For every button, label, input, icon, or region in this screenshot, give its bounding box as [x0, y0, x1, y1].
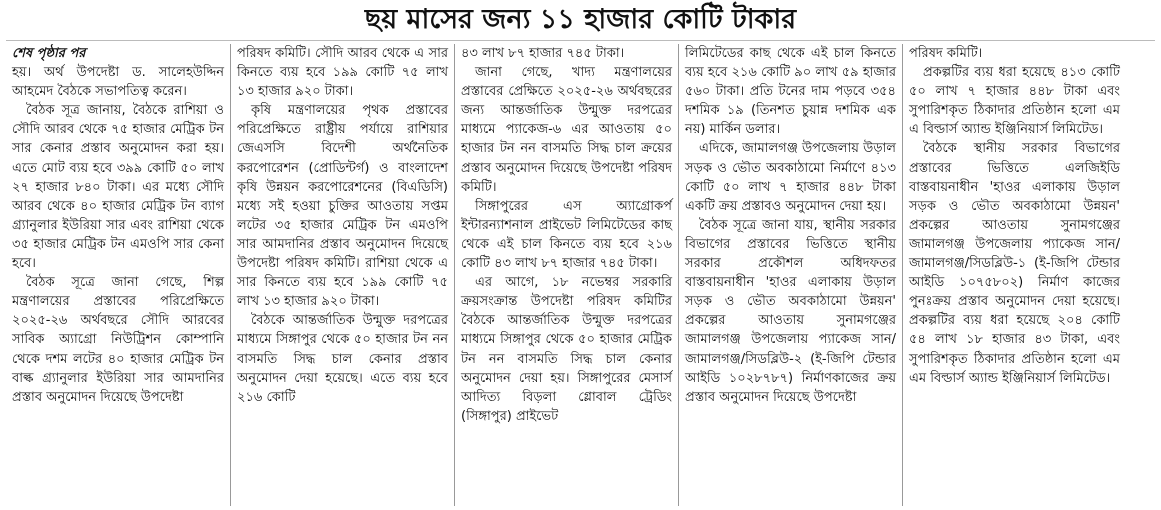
paragraph: লিমিটেডের কাছ থেকে এই চাল কিনতে ব্যয় হবে ২১৬ কোটি ৯০ লাখ ৫৯ হাজার ৫৬০ টাকা। প্রতি টনের দাম পড়বে ৩৫৪ দশমিক ১৯ (তিনশত চুয়ান্ন দশমিক এক নয়) মার্কিন ডলার। [685, 46, 896, 138]
column-5 [902, 44, 1126, 506]
column-4 [678, 44, 902, 506]
paragraph: ৪৩ লাখ ৮৭ হাজার ৭৪৫ টাকা। [461, 46, 625, 61]
continued-from-label: শেষ পৃষ্ঠার পর [12, 46, 86, 61]
paragraph: বৈঠকে স্থানীয় সরকার বিভাগের প্রস্তাবের ভিত্তিতে এলজিইডি বাস্তবায়নাধীন 'হাওর এলাকায় উড়াল সড়ক ও ভৌত অবকাঠামো উন্নয়ন' প্রকল্পের আওতায় সুনামগঞ্জের জামালগঞ্জ উপজেলায় প্যাকেজ সান/জামালগঞ্জ/সিডব্লিউ-১ (ই-জিপি টেন্ডার আইডি ১০৭৫৮০২) নির্মাণ কাজের পুনঃক্রয় প্রস্তাব অনুমোদন দেয়া হয়েছে। প্রকল্পটির ব্যয় ধরা হয়েছে ২০৪ কোটি ৫৪ লাখ ১৮ হাজার ৪৩ টাকা, এবং সুপারিশকৃত ঠিকাদার প্রতিষ্ঠান হলো এম এম বিল্ডার্স অ্যান্ড ইঞ্জিনিয়ার্স লিমিটেড। [909, 141, 1120, 386]
paragraph: হয়। অর্থ উপদেষ্টা ড. সালেহউদ্দিন আহমেদ বৈঠকে সভাপতিত্ব করেন। [12, 65, 224, 100]
paragraph: এদিকে, জামালগঞ্জ উপজেলায় উড়াল সড়ক ও ভৌত অবকাঠামো নির্মাণে ৪১৩ কোটি ৫০ লাখ ৭ হাজার ৪৪৮ টাকা একটি ক্রয় প্রস্তাবও অনুমোদন দেয়া হয়। [685, 141, 896, 214]
paragraph: কৃষি মন্ত্রণালয়ের পৃথক প্রস্তাবের পরিপ্রেক্ষিতে রাষ্ট্রীয় পর্যায়ে রাশিয়ার জেএসসি বিদেশী অর্থনৈতিক করপোরেশন (প্রোডিন্টর্গ) ও বাংলাদেশ কৃষি উন্নয়ন করপোরেশনের (বিএডিসি) মধ্যে সই হওয়া চুক্তির আওতায় সপ্তম লটের ৩৫ হাজার মেট্রিক টন এমওপি সার আমদানির প্রস্তাব অনুমোদন দিয়েছে উপদেষ্টা পরিষদ কমিটি। রাশিয়া থেকে এ সার কিনতে ব্যয় হবে ১৯৯ কোটি ৭৫ লাখ ১৩ হাজার ৯২০ টাকা। [237, 103, 448, 310]
paragraph: প্রকল্পটির ব্যয় ধরা হয়েছে ৪১৩ কোটি ৫০ লাখ ৭ হাজার ৪৪৮ টাকা এবং সুপারিশকৃত ঠিকাদার প্রতিষ্ঠান হলো এম এ বিল্ডার্স অ্যান্ড ইঞ্জিনিয়ার্স লিমিটেড। [909, 65, 1120, 138]
paragraph: বৈঠকে আন্তর্জাতিক উন্মুক্ত দরপত্রের মাধ্যমে সিঙ্গাপুর থেকে ৫০ হাজার টন নন বাসমতি সিদ্ধ চাল কেনার প্রস্তাব অনুমোদন দেয়া হয়েছে। এতে ব্যয় হবে ২১৬ কোটি [237, 313, 448, 405]
paragraph: সিঙ্গাপুরের এস অ্যাগ্রোকর্প ইন্টারন্যাশনাল প্রাইভেট লিমিটেডের কাছ থেকে এই চাল কিনতে ব্যয় হবে ২১৬ কোটি ৪৩ লাখ ৮৭ হাজার ৭৪৫ টাকা। [461, 198, 672, 272]
paragraph: বৈঠক সূত্রে জানা গেছে, শিল্প মন্ত্রণালয়ের প্রস্তাবের পরিপ্রেক্ষিতে ২০২৫-২৬ অর্থবছরে সৌদি আরবের সাবিক অ্যাগ্রো নিউট্রিশন কোম্পানি থেকে দশম লটের ৪০ হাজার মেট্রিক টন বাল্ক গ্র্যানুলার ইউরিয়া সার আমদানির প্রস্তাব অনুমোদন দিয়েছে উপদেষ্টা [12, 275, 224, 405]
paragraph: এর আগে, ১৮ নভেম্বর সরকারি ক্রয়সংক্রান্ত উপদেষ্টা পরিষদ কমিটির বৈঠকে আন্তর্জাতিক উন্মুক্ত দরপত্রের মাধ্যমে সিঙ্গাপুর থেকে ৫০ হাজার মেট্রিক টন নন বাসমতি সিদ্ধ চাল কেনার অনুমোদন দেয়া হয়। সিঙ্গাপুরের মেসার্স আদিত্য বিড়লা গ্লোবাল ট্রেডিং (সিঙ্গাপুর) প্রাইভেট [461, 275, 672, 424]
paragraph: বৈঠক সূত্রে জানা যায়, স্থানীয় সরকার বিভাগের প্রস্তাবের ভিত্তিতে স্থানীয় সরকার প্রকৌশল অধিদফতর বাস্তবায়নাধীন 'হাওর এলাকায় উড়াল সড়ক ও ভৌত অবকাঠামো উন্নয়ন' প্রকল্পের আওতায় সুনামগঞ্জের জামালগঞ্জ উপজেলায় প্যাকেজ সান/জামালগঞ্জ/সিডব্লিউ-২ (ই-জিপি টেন্ডার আইডি ১০২৮৭৮৭) নির্মাণকাজের ক্রয় প্রস্তাব অনুমোদন দিয়েছে উপদেষ্টা [685, 217, 896, 405]
paragraph: জানা গেছে, খাদ্য মন্ত্রণালয়ের প্রস্তাবের প্রেক্ষিতে ২০২৫-২৬ অর্থবছরের জন্য আন্তর্জাতিক উন্মুক্ত দরপত্রের মাধ্যমে প্যাকেজ-৬ এর আওতায় ৫০ হাজার টন নন বাসমতি সিদ্ধ চাল ক্রয়ের প্রস্তাব অনুমোদন দিয়েছে উপদেষ্টা পরিষদ কমিটি। [461, 65, 672, 195]
paragraph: পরিষদ কমিটি। সৌদি আরব থেকে এ সার কিনতে ব্যয় হবে ১৯৯ কোটি ৭৫ লাখ ১৩ হাজার ৯২০ টাকা। [237, 46, 448, 100]
column-2 [230, 44, 454, 506]
article-columns [6, 44, 1155, 506]
paragraph: বৈঠক সূত্র জানায়, বৈঠকে রাশিয়া ও সৌদি আরব থেকে ৭৫ হাজার মেট্রিক টন সার কেনার প্রস্তাব অনুমোদন করা হয়। এতে মোট ব্যয় হবে ৩৯৯ কোটি ৫০ লাখ ২৭ হাজার ৮৪০ টাকা। এর মধ্যে সৌদি আরব থেকে ৪০ হাজার মেট্রিক টন ব্যাগ গ্র্যানুলার ইউরিয়া সার এবং রাশিয়া থেকে ৩৫ হাজার মেট্রিক টন এমওপি সার কেনা হবে। [12, 103, 224, 272]
paragraph: পরিষদ কমিটি। [909, 46, 983, 61]
headline: ছয় মাসের জন্য ১১ হাজার কোটি টাকার [6, 0, 1155, 41]
column-1 [6, 44, 230, 506]
column-3 [454, 44, 678, 506]
